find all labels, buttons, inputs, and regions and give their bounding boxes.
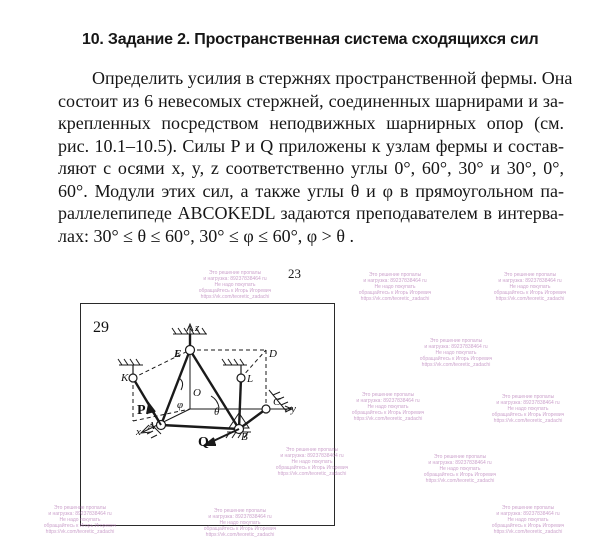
label-k: K [121, 372, 129, 384]
paragraph-line: лах: 30° ≤ θ ≤ 60°, 30° ≤ φ ≤ 60°, φ > θ . [58, 225, 354, 246]
paragraph-line: 60°. Модули этих сил, а также углы θ и φ в прямоугольном па- [58, 180, 564, 201]
label-theta: θ [214, 406, 220, 418]
page-number: 23 [288, 266, 301, 281]
hinge-e [186, 346, 195, 355]
watermark: Это решение пропалы и нагрузка: 89237838464 ru Не надо покупать обращайтесь к Игорь Игоревич https://vk.com/teoretic_zadachi [419, 338, 493, 368]
paragraph-line: Определить усилия в стержнях пространственной фермы. Она [92, 68, 573, 88]
figure-number: 29 [93, 319, 109, 336]
watermark: Это решение пропалы и нагрузка: 89237838464 ru Не надо покупать обращайтесь к Игорь Игоревич https://vk.com/teoretic_zadachi [358, 272, 432, 302]
watermark: Это решение пропалы и нагрузка: 89237838464 ru Не надо покупать обращайтесь к Игорь Игоревич https://vk.com/teoretic_zadachi [491, 505, 565, 535]
paragraph-line: рис. 10.1–10.5). Силы P и Q приложены к узлам фермы и состав- [58, 135, 564, 156]
watermark: Это решение пропалы и нагрузка: 89237838464 ru Не надо покупать обращайтесь к Игорь Игоревич https://vk.com/teoretic_zadachi [43, 505, 117, 535]
truss-figure [80, 303, 335, 526]
paragraph-line: крепленных посредством неподвижных шарнирных опор (см. [58, 113, 564, 133]
watermark: Это решение пропалы и нагрузка: 89237838464 ru Не надо покупать обращайтесь к Игорь Игоревич https://vk.com/teoretic_zadachi [203, 508, 277, 538]
label-p: P [137, 403, 146, 418]
bar-ab [161, 425, 239, 429]
truss-diagram [81, 304, 336, 527]
paragraph-line: раллелепипеде ABCOKEDL задаются преподавателем в интерва- [58, 203, 564, 223]
task-paragraph [58, 67, 573, 247]
support-k [118, 359, 143, 365]
watermark: Это решение пропалы и нагрузка: 89237838464 ru Не надо покупать обращайтесь к Игорь Игоревич https://vk.com/teoretic_zadachi [491, 394, 565, 424]
label-phi: φ [177, 399, 184, 411]
watermark: Это решение пропалы и нагрузка: 89237838464 ru Не надо покупать обращайтесь к Игорь Игоревич https://vk.com/teoretic_zadachi [198, 270, 272, 300]
label-q: Q [198, 435, 209, 450]
watermark: Это решение пропалы и нагрузка: 89237838464 ru Не надо покупать обращайтесь к Игорь Игоревич https://vk.com/teoretic_zadachi [423, 454, 497, 484]
label-d: D [269, 348, 277, 360]
label-e: E [174, 348, 182, 360]
label-b: B [241, 431, 248, 443]
hinge-k [129, 374, 137, 382]
watermark: Это решение пропалы и нагрузка: 89237838464 ru Не надо покупать обращайтесь к Игорь Игоревич https://vk.com/teoretic_zadachi [351, 392, 425, 422]
watermark: Это решение пропалы и нагрузка: 89237838464 ru Не надо покупать обращайтесь к Игорь Игоревич https://vk.com/teoretic_zadachi [275, 447, 349, 477]
label-y: y [291, 403, 296, 415]
bar-ea [161, 350, 190, 425]
label-a: A [148, 420, 155, 432]
hinge-l [237, 374, 245, 382]
bar-lb [239, 378, 241, 429]
label-z: z [195, 322, 200, 334]
label-o: O [193, 387, 201, 399]
page-title: 10. Задание 2. Пространственная система сходящихся сил [82, 31, 539, 48]
label-x: x [136, 426, 141, 438]
support-l [222, 359, 247, 365]
paragraph-line: ляют с осями x, y, z соответственно углы 0°, 60°, 30° и 30°, 0°, [58, 158, 564, 178]
watermark: Это решение пропалы и нагрузка: 89237838464 ru Не надо покупать обращайтесь к Игорь Игоревич https://vk.com/teoretic_zadachi [493, 272, 567, 302]
paragraph-line: состоит из 6 невесомых стержней, соединенных шарнирами и за- [58, 90, 564, 111]
hinge-c [262, 405, 270, 413]
label-c: C [273, 396, 281, 408]
label-l: L [247, 373, 254, 385]
force-q [205, 429, 239, 445]
